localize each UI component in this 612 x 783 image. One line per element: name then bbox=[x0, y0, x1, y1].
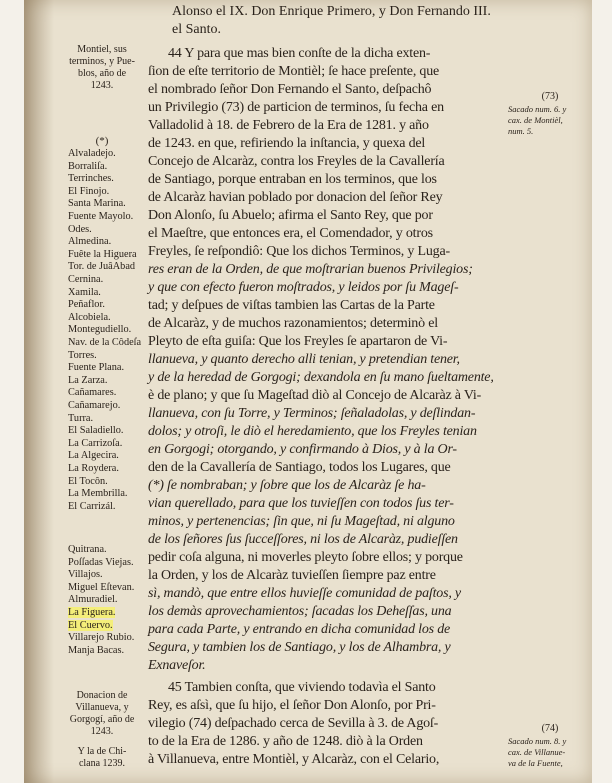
body-line: Don Alonſo, ſu Abuelo; afirma el Santo Rey, que por bbox=[148, 208, 433, 223]
place-name: La Roydera. bbox=[68, 463, 119, 474]
body-line: llanueva, con ſu Torre, y Terminos; ſeñaladolas, y deſlindan- bbox=[148, 406, 476, 421]
body-line: y de la heredad de Gorgogi; dexandola en ſu mano ſueltamente, bbox=[148, 370, 494, 385]
place-name: Miguel Eſtevan. bbox=[68, 581, 135, 593]
place-name: Fuente Mayolo. bbox=[68, 211, 134, 222]
place-name: Montegudiello. bbox=[68, 324, 132, 336]
body-line: vilegio (74) deſpachado cerca de Sevilla à 3. de Agoſ- bbox=[148, 716, 439, 731]
place-name: Peñaflor. bbox=[68, 299, 105, 311]
place-name: Borraliſa. bbox=[68, 160, 108, 172]
margin-note-donacion-3: Gorgogí, año de bbox=[69, 714, 135, 725]
body-line: dolos; y otroſi, le diò el heredamiento, que los Freyles tenian bbox=[148, 424, 477, 439]
place-name: Villarejo Rubio. bbox=[68, 632, 135, 644]
margin-note-donacion-2: Villanueva, y bbox=[75, 702, 129, 713]
body-line: Segura, y tambien los de Santiago, y los de Alhambra, y bbox=[148, 640, 451, 655]
body-line: y que con efecto fueron moſtrados, y leidos por ſu Mageſ- bbox=[148, 280, 459, 295]
body-line: 45 Tambien conſta, que viviendo todavìa el Santo bbox=[168, 680, 436, 695]
body-line: de Santiago, porque entraban en los terminos, que los bbox=[148, 172, 437, 187]
note-73-line-3: num. 5. bbox=[508, 126, 534, 136]
place-name: La Membrilla. bbox=[68, 488, 128, 500]
margin-note-donacion-4: 1243. bbox=[90, 726, 114, 737]
body-line: ſion de eſte territorio de Montièl; ſe hace preſente, que bbox=[148, 64, 440, 79]
note-74-line-3: va de la Fuente, bbox=[508, 758, 563, 768]
place-name: El Saladiello. bbox=[68, 425, 124, 437]
body-line: un Privilegio (73) de particion de terminos, ſu fecha en bbox=[148, 100, 444, 115]
place-name: Terrinches. bbox=[68, 173, 114, 185]
body-line: llanueva, y quanto derecho alli tenian, y pretendian tener, bbox=[148, 352, 460, 367]
body-line: Exnaveſor. bbox=[148, 658, 206, 673]
body-line: la Orden, y los de Alcaràz tuvieſſen ſiempre paz entre bbox=[148, 568, 436, 583]
place-name: Cañamarejo. bbox=[68, 400, 121, 411]
place-name: Turra. bbox=[68, 412, 94, 424]
place-name: Alcobiela. bbox=[68, 311, 111, 323]
place-name: Cañamares. bbox=[68, 387, 117, 399]
place-name: Poſſadas Viejas. bbox=[68, 556, 134, 568]
right-margin bbox=[508, 0, 590, 783]
margin-note-donacion-1: Donacion de bbox=[76, 690, 128, 701]
body-line: è de plano; y que ſu Mageſtad diò al Concejo de Alcaràz à Vi- bbox=[148, 388, 482, 403]
note-73-line-1: Sacado num. 6. y bbox=[508, 104, 567, 114]
margin-note-montiel-2: terminos, y Pue- bbox=[69, 56, 135, 67]
body-line: para cada Parte, y entrando en dicha comunidad los de bbox=[148, 622, 451, 637]
place-name: Torres. bbox=[68, 349, 97, 361]
note-74-line-2: cax. de Villanue- bbox=[508, 747, 566, 757]
margin-note-montiel-1: Montiel, sus bbox=[77, 44, 127, 55]
body-line: Valladolid à 18. de Febrero de la Era de 1281. y año bbox=[148, 118, 429, 133]
body-line: el Maeſtre, que entonces era, el Comendador, y otros bbox=[148, 226, 433, 241]
body-line: de los ſeñores ſus ſucceſſores, ni los de Alcaràz, pudieſſen bbox=[148, 532, 458, 547]
body-line: Pleyto de eſta guiſa: Que los Freyles ſe apartaron de Vi- bbox=[148, 334, 448, 349]
margin-note-chiclana-2: clana 1239. bbox=[78, 758, 126, 769]
place-name: El Tocôn. bbox=[68, 475, 108, 487]
body-line: Freyles, ſe reſpondiô: Que los dichos Terminos, y Luga- bbox=[148, 244, 450, 259]
body-line: en Gorgogi; otorgando, y confirmando à Dios, y à la Or- bbox=[148, 442, 457, 457]
page-gutter-shadow bbox=[24, 0, 54, 783]
body-line: (*) ſe nombraban; y ſobre que los de Alcaràz ſe ha- bbox=[148, 478, 426, 493]
place-name: Fuente Plana. bbox=[68, 362, 125, 374]
body-line: los demàs aprovechamientos; ſacadas los Deheſſas, una bbox=[148, 604, 452, 619]
place-name: Xamila. bbox=[68, 286, 101, 298]
place-name: Villajos. bbox=[68, 569, 103, 581]
body-line: sì, mandò, que entre ellos huvieſſe comunidad de paſtos, y bbox=[148, 586, 461, 601]
place-name: La Zarza. bbox=[68, 374, 108, 386]
place-name: Manja Bacas. bbox=[68, 644, 125, 656]
place-name: El Cuervo. bbox=[68, 619, 113, 631]
body-line: den de la Cavallería de Santiago, todos los Lugares, que bbox=[148, 460, 451, 475]
place-name: Cernina. bbox=[68, 274, 104, 285]
body-line: à Villanueva, entre Montièl, y Alcaràz, con el Celario, bbox=[148, 752, 440, 767]
body-line: vian querellado, para que los tuvieſſen con todos ſus ter- bbox=[148, 496, 454, 511]
place-name: Fuête la Higuera bbox=[68, 248, 137, 260]
body-line: de Alcaràz, y de muchos razonamientos; determinò el bbox=[148, 316, 438, 331]
place-name: El Finojo. bbox=[68, 185, 110, 197]
place-name: Alvaladejo. bbox=[68, 148, 116, 159]
place-name: El Carrizál. bbox=[68, 500, 116, 512]
place-name: La Carrizoſa. bbox=[68, 437, 123, 449]
body-line: Concejo de Alcaràz, contra los Freyles de la Cavallería bbox=[148, 154, 445, 169]
note-73-number: (73) bbox=[541, 91, 559, 102]
place-name: Almedina. bbox=[68, 236, 112, 248]
margin-note-montiel-3: blos, año de bbox=[77, 68, 127, 79]
margin-note-montiel-4: 1243. bbox=[90, 80, 114, 91]
note-74-number: (74) bbox=[541, 723, 559, 734]
place-name: La Figuera. bbox=[68, 607, 116, 618]
body-line: de Alcaràz havian poblado por donacion del ſeñor Rey bbox=[148, 190, 443, 205]
place-name: Quitrana. bbox=[68, 544, 107, 555]
body-line: 44 Y para que mas bien conſte de la dicha exten- bbox=[168, 46, 431, 61]
book-page bbox=[24, 0, 592, 783]
body-line: res eran de la Orden, de que moſtrarian buenos Privilegios; bbox=[148, 262, 473, 277]
place-name: Almuradiel. bbox=[68, 594, 118, 606]
note-73-line-2: cax. de Montièl, bbox=[508, 115, 563, 125]
places-marker: (*) bbox=[95, 135, 109, 147]
body-line: el nombrado ſeñor Don Fernando el Santo, deſpachô bbox=[148, 82, 432, 97]
place-name: Tor. de JuâAbad bbox=[68, 261, 136, 273]
body-line: tad; y deſpues de viſtas tambien las Cartas de la Parte bbox=[148, 298, 435, 313]
body-line: de 1243. en que, refiriendo la inſtancia, y quexa del bbox=[148, 136, 426, 151]
margin-note-chiclana-1: Y la de Chi- bbox=[77, 746, 127, 757]
note-74-line-1: Sacado num. 8. y bbox=[508, 736, 567, 746]
body-text bbox=[148, 0, 508, 783]
place-name: La Algecira. bbox=[68, 450, 119, 462]
body-line: to de la Era de 1286. y año de 1248. diò à la Orden bbox=[148, 734, 423, 749]
top-line-1: Alonso el IX. Don Enrique Primero, y Don Fernando III. bbox=[172, 4, 491, 19]
body-line: Rey, es aſsì, que ſu hijo, el ſeñor Don Alonſo, por Pri- bbox=[148, 698, 436, 713]
body-line: minos, y pertenencias; ſin que, ni ſu Mageſtad, ni alguno bbox=[148, 514, 455, 529]
place-name: Odes. bbox=[68, 223, 92, 235]
place-name: Santa Marina. bbox=[68, 198, 126, 210]
top-line-2: el Santo. bbox=[172, 22, 221, 37]
body-line: pedir coſa alguna, ni moverles pleyto ſobre ellos; y porque bbox=[148, 550, 463, 565]
place-name: Nav. de la Côdeſa bbox=[68, 337, 142, 348]
